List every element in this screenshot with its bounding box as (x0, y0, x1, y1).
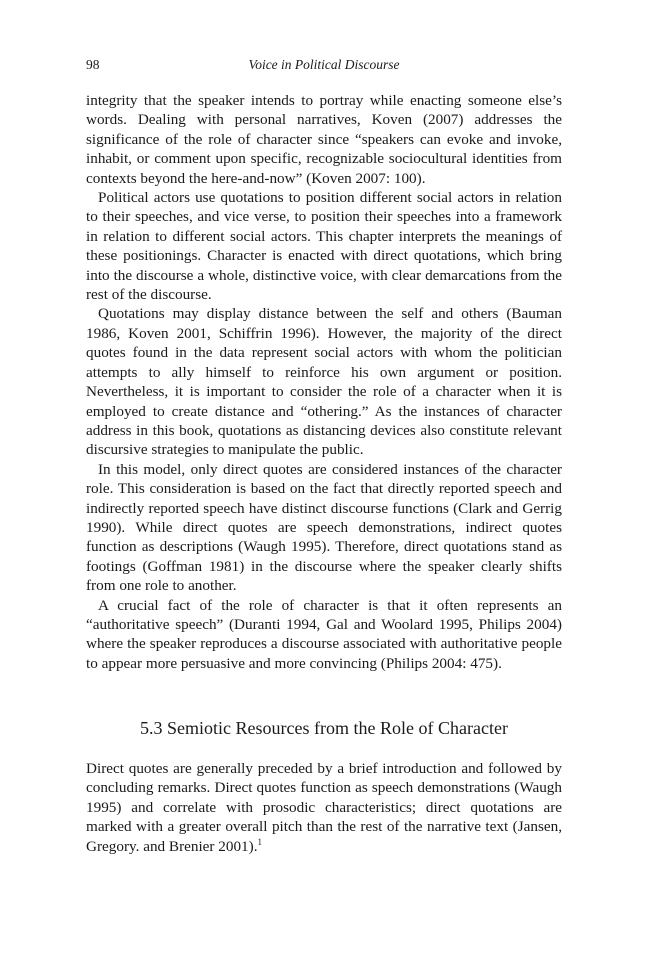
section-heading: 5.3 Semiotic Resources from the Role of Character (140, 718, 508, 738)
paragraph-4: In this model, only direct quotes are considered instances of the character role. This consideration is based on the fact that directly reported speech and indirectly reported speech have distinct discourse functions (Clark and Gerrig 1990). While direct quotes are speech demonstrations, indirect quotes function as descriptions (Waugh 1995). Therefore, direct quotations stand as footings (Goffman 1981) in the discourse where the speaker clearly shifts from one role to another. (86, 460, 562, 595)
section-paragraph (86, 759, 562, 856)
running-header (86, 57, 562, 77)
section-text (86, 759, 562, 856)
section-paragraph-text: Direct quotes are generally preceded by a brief introduction and followed by concluding remarks. Direct quotes function as speech demonstrations (Waugh 1995) and correlate with prosodic characteristics; direct quotations are marked with a greater overall pitch than the rest of the narrative text (Jansen, Gregory. and Brenier 2001). (86, 760, 562, 855)
paragraph-3: Quotations may display distance between the self and others (Bauman 1986, Koven 2001, Schiffrin 1996). However, the majority of the direct quotes found in the data represent social actors with whom the politician attempts to ally himself to reinforce his own argument or position. Nevertheless, it is important to consider the role of a character when it is employed to create distance and “othering.” As the instances of character address in this book, quotations as distancing devices also constitute relevant discursive strategies to manipulate the public. (86, 305, 562, 459)
running-title: Voice in Political Discourse (248, 57, 400, 72)
paragraph-5: A crucial fact of the role of character is that it often represents an “authoritative speech” (Duranti 1994, Gal and Woolard 1995, Philips 2004) where the speaker reproduces a discourse associated with authoritative people to appear more persuasive and more convincing (Philips 2004: 475). (86, 596, 562, 672)
page-number: 98 (86, 57, 100, 72)
paragraph-1: integrity that the speaker intends to portray while enacting someone else’s words. Dealing with personal narratives, Koven (2007) addresses the significance of the role of character since “speakers can evoke and invoke, inhabit, or comment upon specific, recognizable sociocultural identities from contexts beyond the here-and-now” (Koven 2007: 100). (86, 92, 562, 187)
body-text (86, 91, 562, 673)
paragraph-2: Political actors use quotations to position different social actors in relation to their speeches, and vice verse, to position their speeches into a framework in relation to different social actors. This chapter interprets the meanings of these positionings. Character is enacted with direct quotations, which bring into the discourse a whole, distinctive voice, with clear demarcations from the rest of the discourse. (86, 189, 562, 304)
footnote-marker[interactable]: 1 (257, 836, 263, 847)
